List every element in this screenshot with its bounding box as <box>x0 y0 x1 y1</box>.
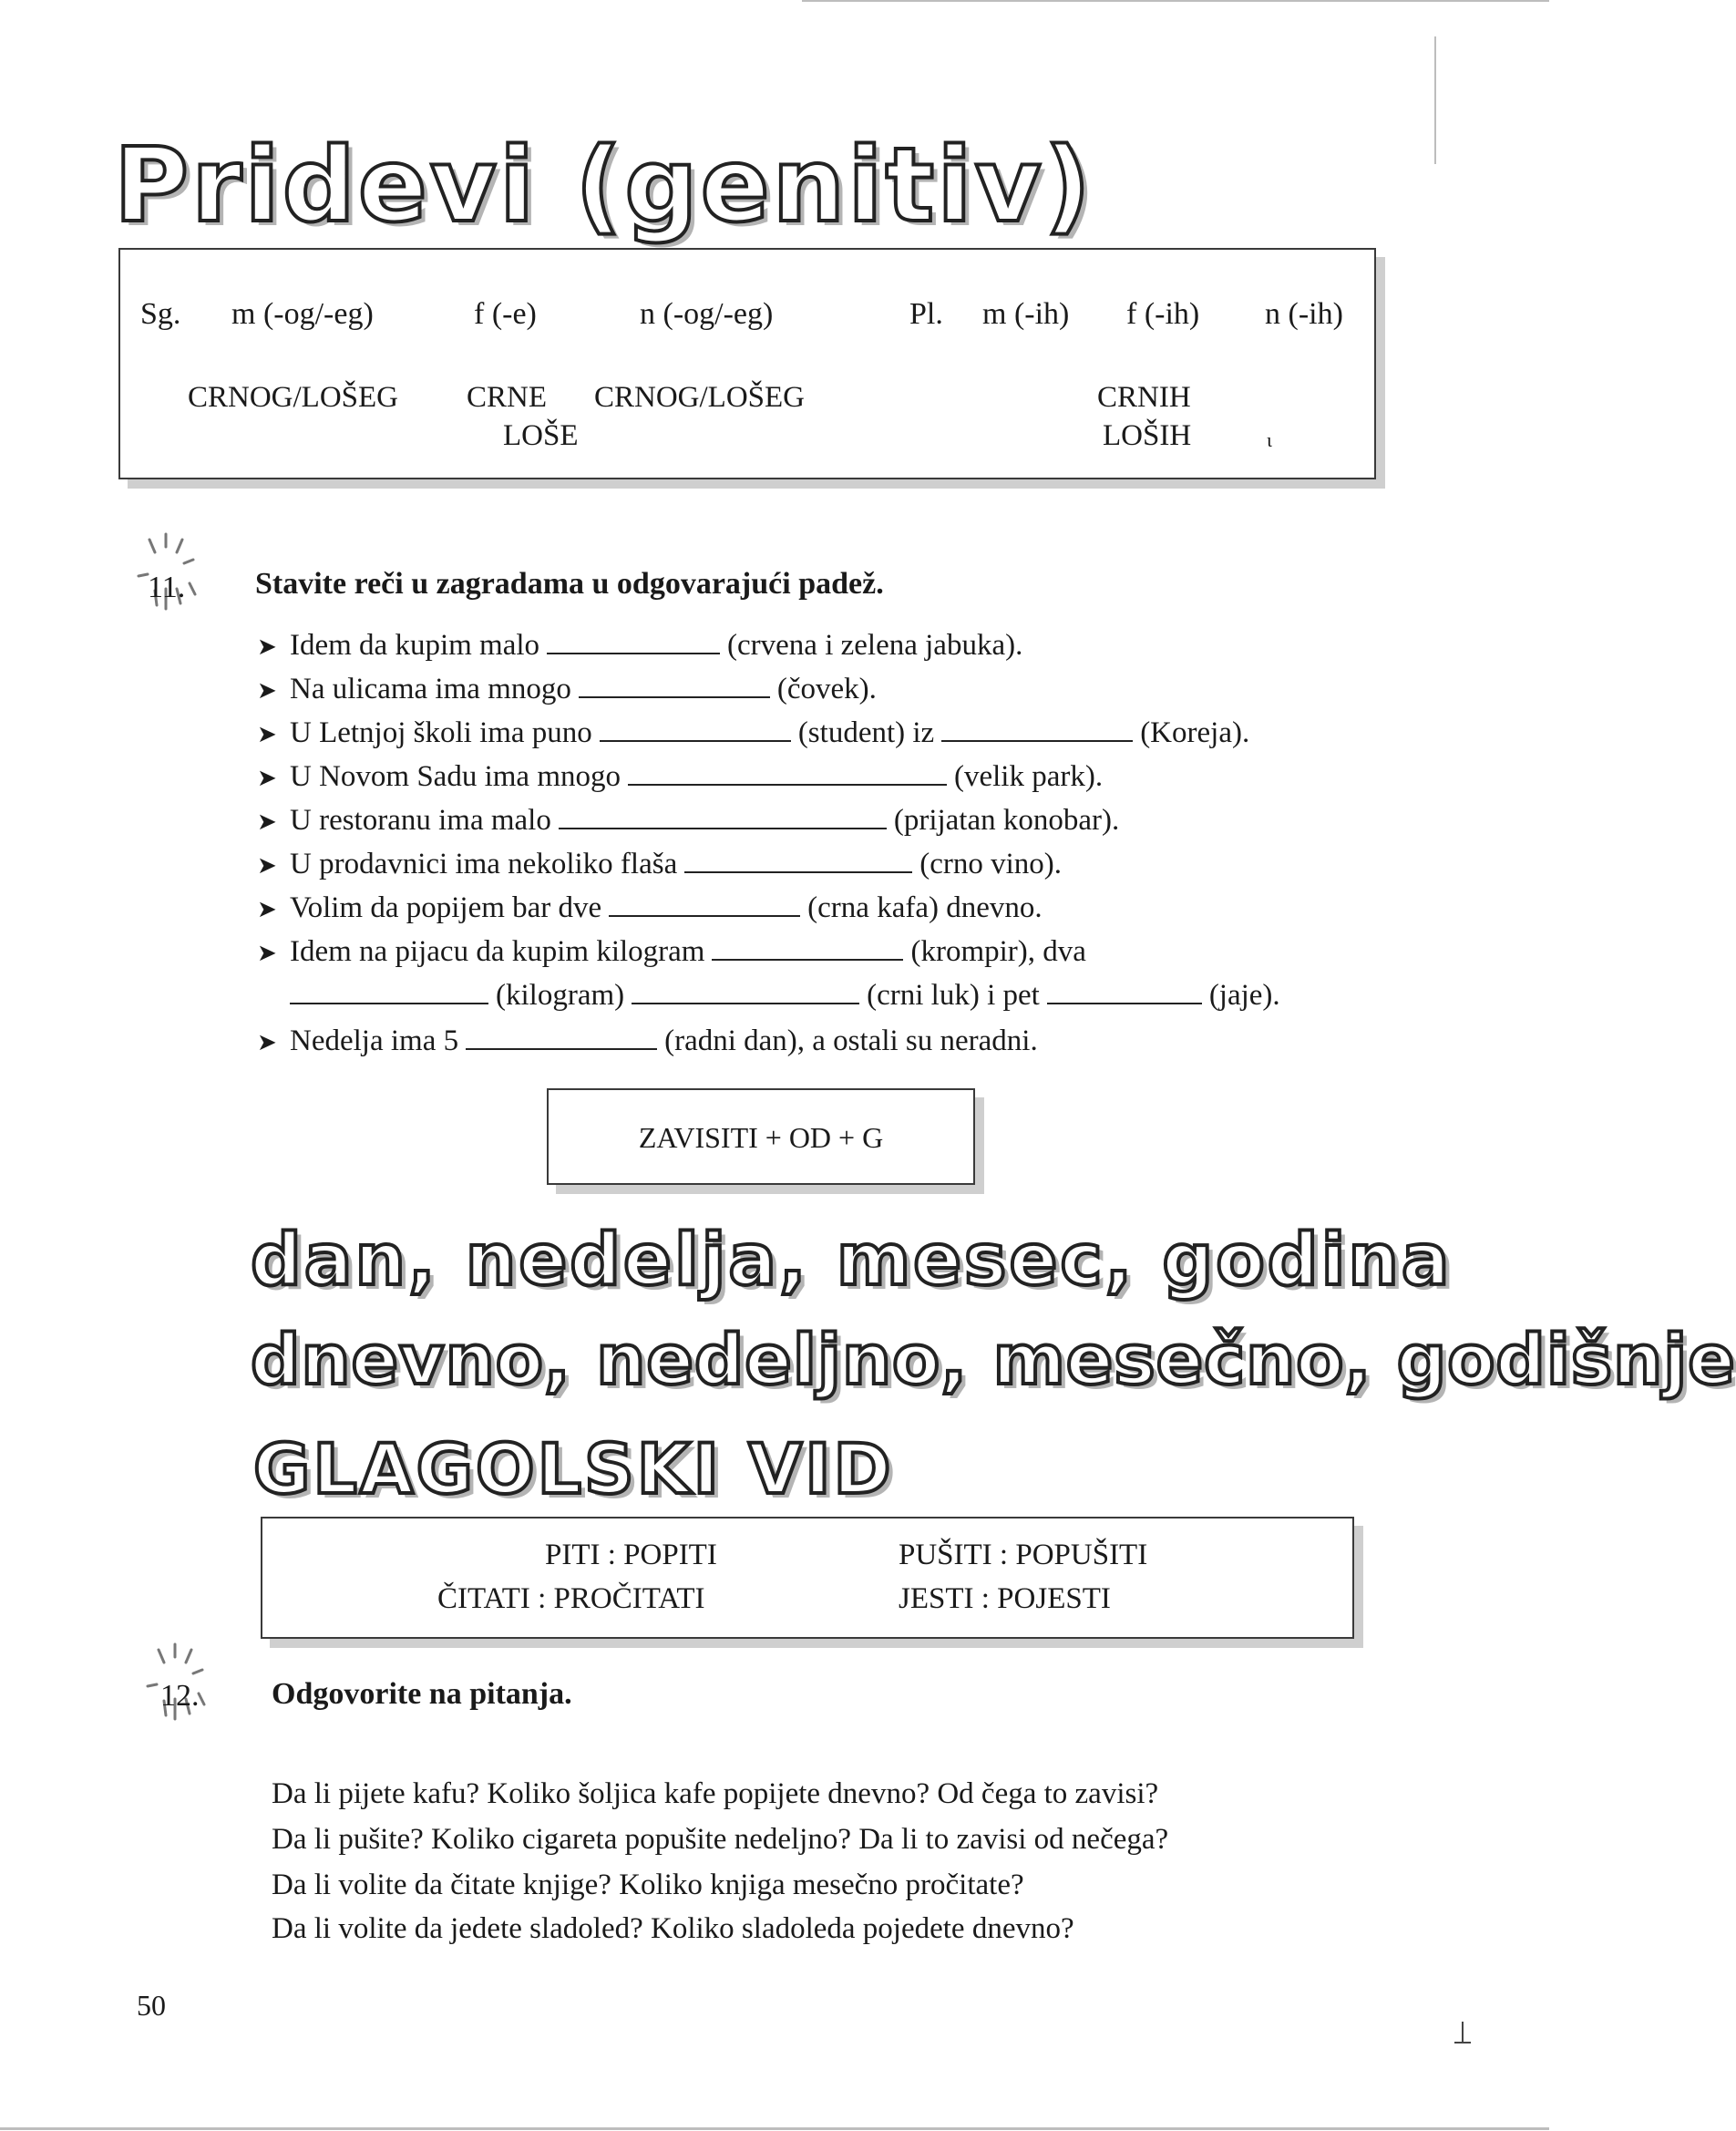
arrow-bullet-icon: ➤ <box>257 852 277 879</box>
list-item: ➤ Nedelja ima 5 (radni dan), a ostali su neradni. <box>257 1024 1038 1057</box>
answer-blank[interactable] <box>628 783 947 786</box>
form-pl-f-1: CRNIH <box>1097 381 1191 414</box>
verb-pairs-box <box>261 1517 1354 1639</box>
exercise-12-number: 12. <box>160 1679 200 1713</box>
form-sg-f-2: LOŠE <box>503 419 579 452</box>
list-item: ➤ U prodavnici ima nekoliko flaša (crno vino). <box>257 848 1063 880</box>
corner-mark <box>1454 2042 1471 2043</box>
arrow-bullet-icon: ➤ <box>257 896 277 922</box>
list-item: (kilogram) (crni luk) i pet (jaje). <box>290 979 1280 1013</box>
arrow-bullet-icon: ➤ <box>257 808 277 835</box>
corner-mark <box>1462 2022 1464 2042</box>
answer-blank[interactable] <box>290 1002 488 1004</box>
question: Da li pijete kafu? Koliko šoljica kafe popijete dnevno? Od čega to zavisi? <box>272 1777 1159 1810</box>
scan-edge-right <box>1434 36 1436 164</box>
arrow-bullet-icon: ➤ <box>257 1029 277 1055</box>
declension-table <box>118 248 1376 479</box>
answer-blank[interactable] <box>559 827 887 829</box>
header-sg-f: f (-e) <box>474 297 537 331</box>
rule-box <box>547 1088 975 1185</box>
header-sg-n: n (-og/-eg) <box>640 297 774 331</box>
question: Da li pušite? Koliko cigareta popušite nedeljno? Da li to zavisi od nečega? <box>272 1823 1169 1856</box>
header-pl-f: f (-ih) <box>1126 297 1200 331</box>
arrow-bullet-icon: ➤ <box>257 677 277 704</box>
exercise-11-instruction: Stavite reči u zagradama u odgovarajući padež. <box>255 567 884 601</box>
page-number: 50 <box>137 1989 166 2022</box>
answer-blank[interactable] <box>632 1002 859 1004</box>
question: Da li volite da čitate knjige? Koliko knjiga mesečno pročitate? <box>272 1868 1024 1901</box>
arrow-bullet-icon: ➤ <box>257 765 277 791</box>
answer-blank[interactable] <box>684 870 912 873</box>
rule-box-text: ZAVISITI + OD + G <box>638 1121 884 1154</box>
verb-pair: PUŠITI : POPUŠITI <box>899 1539 1148 1571</box>
arrow-bullet-icon: ➤ <box>257 940 277 966</box>
page-title: Pridevi (genitiv) <box>114 127 1094 245</box>
list-item: ➤ Idem da kupim malo (crvena i zelena jabuka). <box>257 629 1023 662</box>
adverbs-banner: dnevno, nedeljno, mesečno, godišnje <box>251 1319 1736 1400</box>
form-sg-m: CRNOG/LOŠEG <box>188 381 399 414</box>
form-sg-f-1: CRNE <box>467 381 548 414</box>
list-item: ➤ U restoranu ima malo (prijatan konobar). <box>257 804 1120 837</box>
form-sg-n: CRNOG/LOŠEG <box>594 381 806 414</box>
exercise-11-number: 11. <box>148 571 186 604</box>
question: Da li volite da jedete sladoled? Koliko sladoleda pojedete dnevno? <box>272 1912 1074 1945</box>
arrow-bullet-icon: ➤ <box>257 633 277 660</box>
answer-blank[interactable] <box>712 958 903 961</box>
answer-blank[interactable] <box>1047 1002 1202 1004</box>
header-pl: Pl. <box>909 297 943 331</box>
form-pl-f-2: LOŠIH <box>1103 419 1192 452</box>
list-item: ➤ Na ulicama ima mnogo (čovek). <box>257 673 877 705</box>
list-item: ➤ U Novom Sadu ima mnogo (velik park). <box>257 760 1104 793</box>
aspect-title: GLAGOLSKI VID <box>253 1428 894 1509</box>
answer-blank[interactable] <box>941 739 1133 742</box>
exercise-12-instruction: Odgovorite na pitanja. <box>272 1677 572 1711</box>
verb-pair: PITI : POPITI <box>545 1539 717 1571</box>
verb-pair: ČITATI : PROČITATI <box>437 1582 705 1615</box>
answer-blank[interactable] <box>466 1047 657 1050</box>
list-item: ➤ Volim da popijem bar dve (crna kafa) dnevno. <box>257 891 1043 924</box>
header-sg-m: m (-og/-eg) <box>231 297 374 331</box>
arrow-bullet-icon: ➤ <box>257 721 277 747</box>
verb-pair: JESTI : POJESTI <box>899 1582 1111 1615</box>
answer-blank[interactable] <box>600 739 791 742</box>
answer-blank[interactable] <box>579 695 770 698</box>
header-pl-m: m (-ih) <box>982 297 1070 331</box>
answer-blank[interactable] <box>609 914 800 917</box>
scan-edge-bottom <box>0 2127 1549 2130</box>
header-sg: Sg. <box>140 297 181 331</box>
time-words-banner: dan, nedelja, mesec, godina <box>251 1220 1453 1302</box>
stray-mark: ɩ <box>1267 428 1272 451</box>
header-pl-n: n (-ih) <box>1265 297 1343 331</box>
scan-edge-top <box>802 0 1549 2</box>
list-item: ➤ Idem na pijacu da kupim kilogram (krompir), dva <box>257 935 1086 968</box>
answer-blank[interactable] <box>547 652 720 654</box>
list-item: ➤ U Letnjoj školi ima puno (student) iz (Koreja). <box>257 716 1250 749</box>
